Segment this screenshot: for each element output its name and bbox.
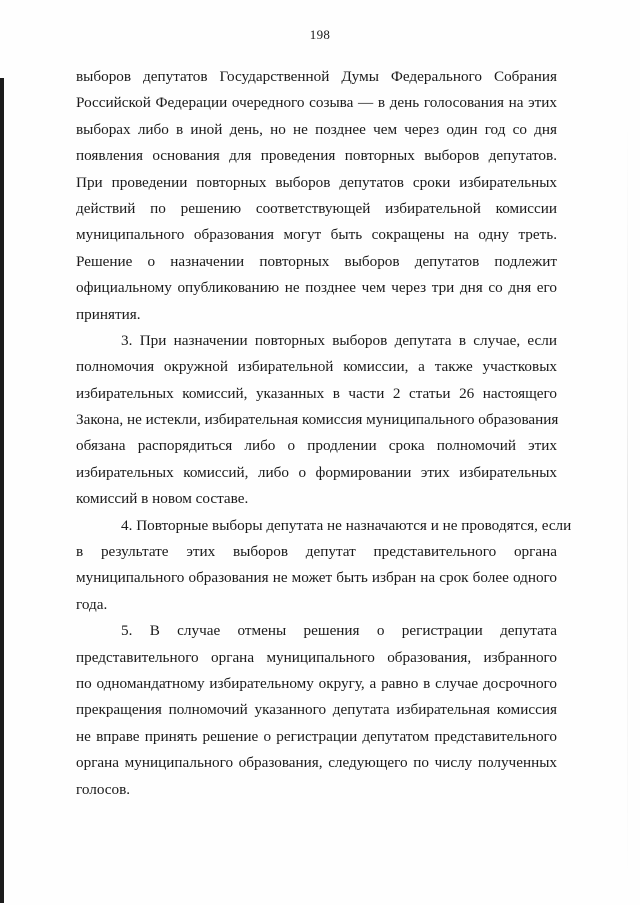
text-line: принятия. [76,305,141,323]
text-line: муниципального образования не может быть избран на срок более одного [76,569,557,587]
text-line: появления основания для проведения повторных выборов депутатов. [76,147,557,165]
text-line: Закона, не истекли, избирательная комиссия муниципального образования [76,411,559,429]
paragraph [76,64,557,328]
document-body [76,64,572,803]
text-line: Решение о назначении повторных выборов депутатов подлежит [76,252,557,270]
text-line: действий по решению соответствующей избирательной комиссии [76,199,557,217]
text-line: в результате этих выборов депутат представительного органа [76,543,557,561]
text-line: выборах либо в иной день, но не позднее чем через один год со дня [76,120,557,138]
text-line: не вправе принять решение о регистрации депутатом представительного [76,727,557,745]
text-line: полномочия окружной избирательной комиссии, а также участковых [76,358,557,376]
text-line: обязана распорядиться либо о продлении срока полномочий этих [76,437,557,455]
page-number: 198 [309,27,331,42]
text-line: официальному опубликованию не позднее чем через три дня со дня его [76,279,557,297]
text-line: избирательных комиссий, указанных в части 2 статьи 26 настоящего [76,384,557,402]
paragraph [76,513,572,619]
text-line: голосов. [76,780,131,798]
paragraph [76,618,557,803]
text-line: При проведении повторных выборов депутатов сроки избирательных [76,173,557,191]
text-line: прекращения полномочий указанного депутата избирательная комиссия [76,701,557,719]
text-line: 4. Повторные выборы депутата не назначаются и не проводятся, если [121,516,572,534]
text-line: года. [76,595,108,613]
text-line: представительного органа муниципального образования, избранного [76,648,557,666]
scan-edge-bar [0,78,4,903]
text-line: Российской Федерации очередного созыва — в день голосования на этих [76,94,557,112]
text-line: органа муниципального образования, следующего по числу полученных [76,754,557,772]
text-line: муниципального образования могут быть сокращены на одну треть. [76,226,557,244]
text-line: избирательных комиссий, либо о формировании этих избирательных [76,463,557,481]
text-line: 5. В случае отмены решения о регистрации депутата [121,622,557,640]
text-line: 3. При назначении повторных выборов депутата в случае, если [121,331,557,349]
text-line: выборов депутатов Государственной Думы Федерального Собрания [76,68,557,85]
text-line: по одномандатному избирательному округу, а равно в случае досрочного [76,674,557,692]
paragraph [76,328,557,513]
text-line: комиссий в новом составе. [76,490,249,508]
scan-right-edge [627,120,628,880]
